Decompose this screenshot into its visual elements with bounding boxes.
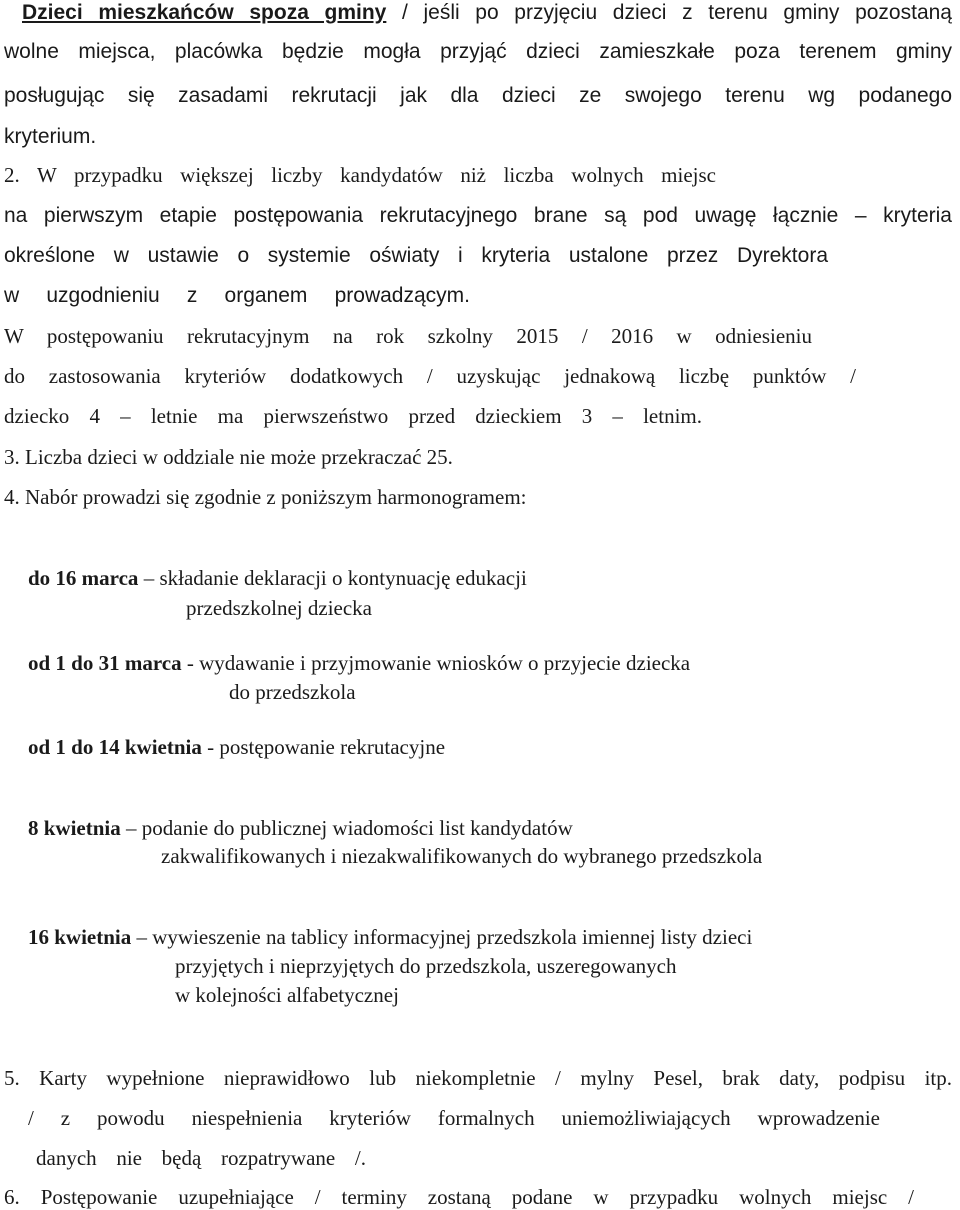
schedule-date: do 16 marca bbox=[28, 566, 139, 590]
schedule-text: wywieszenie na tablicy informacyjnej przedszkola imiennej listy dzieci bbox=[152, 925, 753, 949]
schedule-sep: – bbox=[131, 925, 153, 949]
section2-line7: dziecko 4 – letnie ma pierwszeństwo przed dzieckiem 3 – letnim. bbox=[4, 404, 702, 428]
point3: 3. Liczba dzieci w oddziale nie może przekraczać 25. bbox=[4, 445, 453, 469]
section1-line1 bbox=[4, 0, 952, 26]
schedule-text: składanie deklaracji o kontynuację edukacji bbox=[159, 566, 527, 590]
section2-line6: do zastosowania kryteriów dodatkowych / uzyskując jednakową liczbę punktów / bbox=[4, 364, 856, 388]
schedule-cont: zakwalifikowanych i niezakwalifikowanych do wybranego przedszkola bbox=[161, 844, 763, 868]
schedule-text: postępowanie rekrutacyjne bbox=[219, 735, 446, 759]
point5-line1: 5. Karty wypełnione nieprawidłowo lub niekompletnie / mylny Pesel, brak daty, podpisu itp. bbox=[4, 1066, 952, 1090]
section2-line4: w uzgodnieniu z organem prowadzącym. bbox=[4, 284, 470, 307]
point6: 6. Postępowanie uzupełniające / terminy zostaną podane w przypadku wolnych miejsc / bbox=[4, 1185, 914, 1209]
point5-line3: danych nie będą rozpatrywane /. bbox=[36, 1146, 366, 1170]
section2-line5: W postępowaniu rekrutacyjnym na rok szkolny 2015 / 2016 w odniesieniu bbox=[4, 324, 812, 348]
schedule-cont: do przedszkola bbox=[229, 680, 356, 704]
schedule-item bbox=[28, 734, 445, 760]
point5-line2: / z powodu niespełnienia kryteriów formalnych uniemożliwiających wprowadzenie bbox=[28, 1106, 880, 1130]
schedule-cont: przedszkolnej dziecka bbox=[186, 596, 372, 620]
point4: 4. Nabór prowadzi się zgodnie z poniższym harmonogramem: bbox=[4, 485, 527, 509]
schedule-date: od 1 do 31 marca bbox=[28, 651, 182, 675]
section1-line2: wolne miejsca, placówka będzie mogła przyjąć dzieci zamieszkałe poza terenem gminy bbox=[4, 40, 952, 63]
schedule-sep: - bbox=[201, 735, 220, 759]
schedule-date: od 1 do 14 kwietnia bbox=[28, 735, 202, 759]
schedule-date: 16 kwietnia bbox=[28, 925, 132, 949]
section1-line1-rest: / jeśli po przyjęciu dzieci z terenu gminy pozostaną bbox=[402, 1, 952, 24]
schedule-sep: - bbox=[181, 651, 200, 675]
section2-line3: określone w ustawie o systemie oświaty i kryteria ustalone przez Dyrektora bbox=[4, 244, 828, 267]
schedule-cont: w kolejności alfabetycznej bbox=[175, 983, 399, 1007]
section1-line3: posługując się zasadami rekrutacji jak dla dzieci ze swojego terenu wg podanego bbox=[4, 84, 952, 107]
schedule-text: podanie do publicznej wiadomości list kandydatów bbox=[141, 816, 573, 840]
schedule-item bbox=[28, 924, 752, 950]
schedule-sep: – bbox=[138, 566, 160, 590]
schedule-text: wydawanie i przyjmowanie wniosków o przyjecie dziecka bbox=[199, 651, 691, 675]
section1-heading: Dzieci mieszkańców spoza gminy bbox=[22, 1, 387, 24]
schedule-item bbox=[28, 565, 527, 591]
schedule-cont: przyjętych i nieprzyjętych do przedszkola, uszeregowanych bbox=[175, 954, 677, 978]
schedule-item bbox=[28, 815, 573, 841]
section2-line2: na pierwszym etapie postępowania rekrutacyjnego brane są pod uwagę łącznie – kryteria bbox=[4, 204, 952, 227]
schedule-sep: – bbox=[120, 816, 142, 840]
schedule-item bbox=[28, 650, 690, 676]
section2-line1: 2. W przypadku większej liczby kandydatów niż liczba wolnych miejsc bbox=[4, 163, 716, 187]
schedule-date: 8 kwietnia bbox=[28, 816, 121, 840]
section1-line4: kryterium. bbox=[4, 125, 97, 148]
